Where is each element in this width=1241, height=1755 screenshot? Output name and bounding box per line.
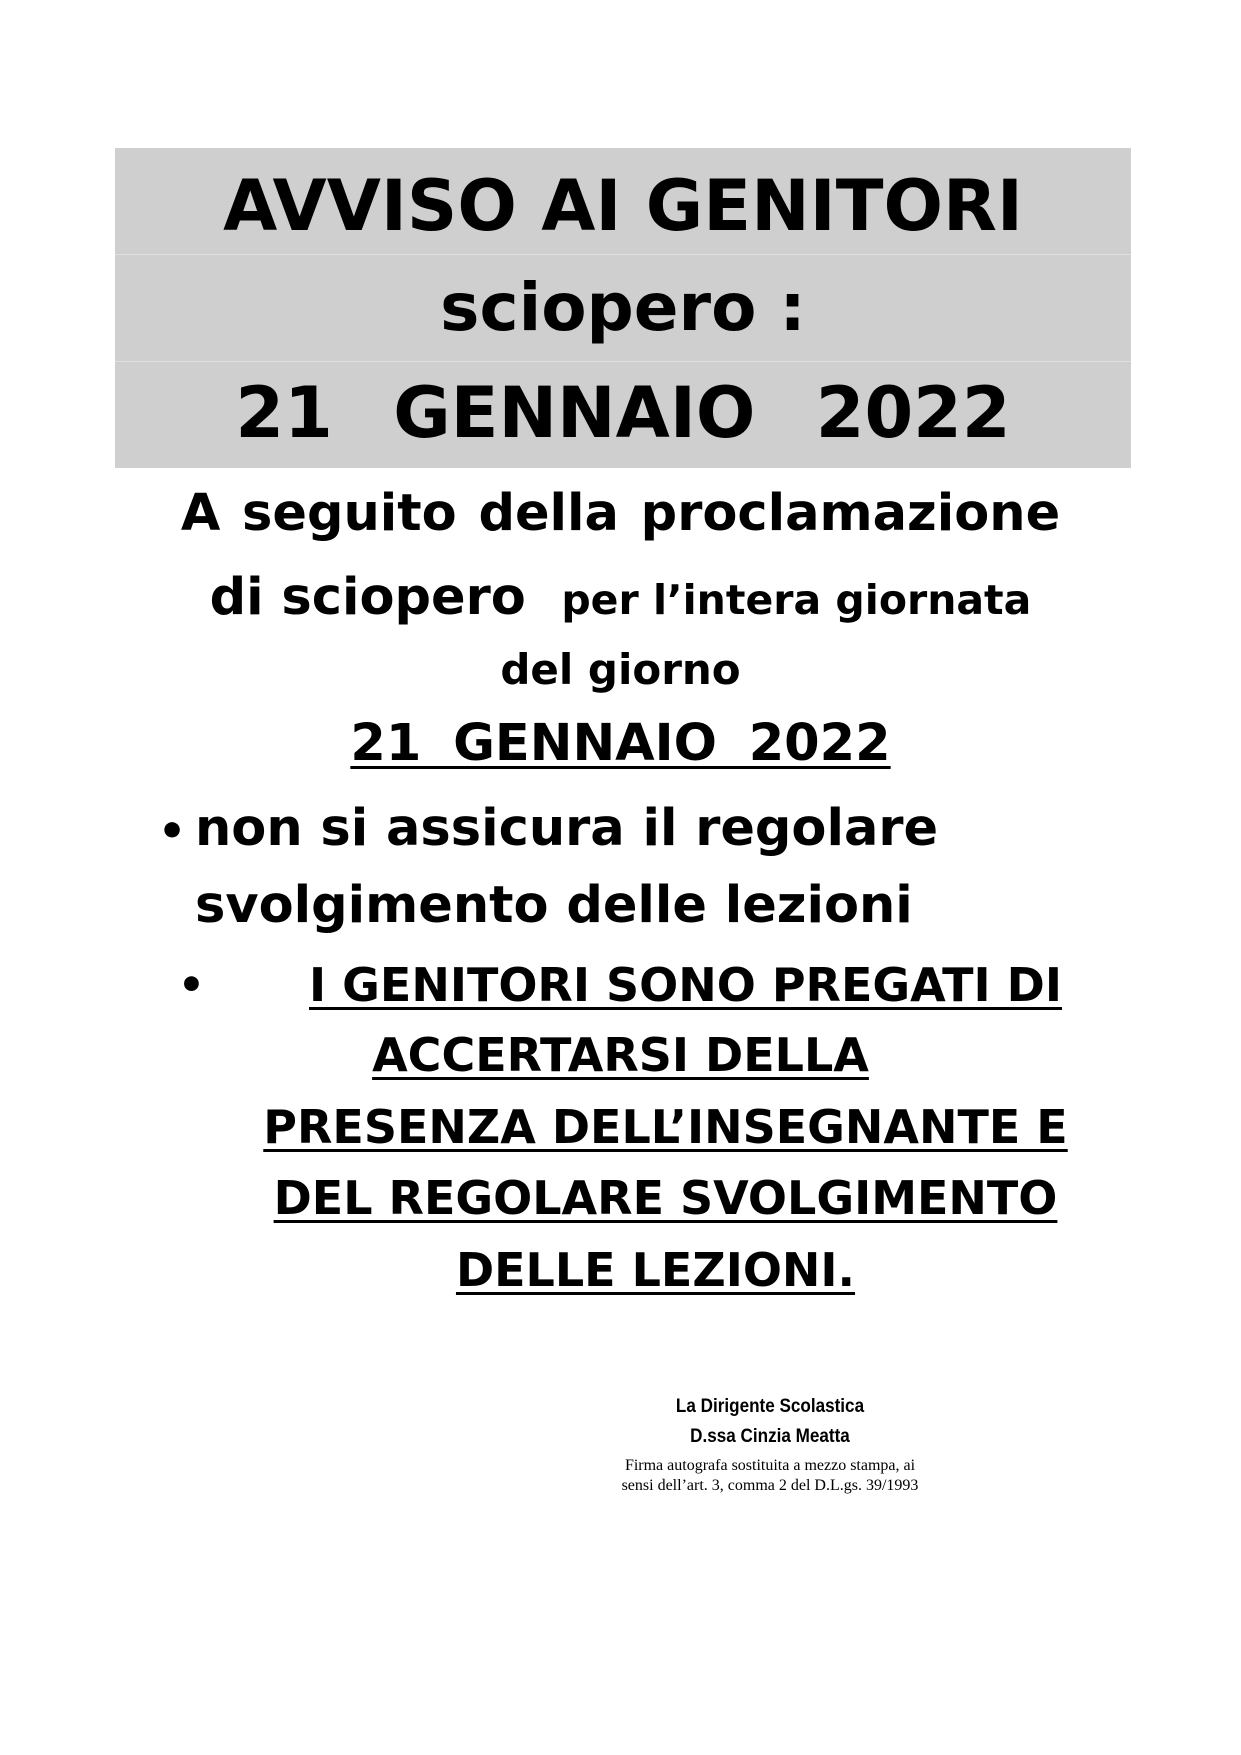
body-line-2-part-2: per l’intera giornata <box>561 576 1032 624</box>
header-divider <box>115 254 1131 255</box>
notice-title: AVVISO AI GENITORI <box>223 165 1023 247</box>
bullet-1-line-1: non si assicura il regolare <box>195 799 939 858</box>
bullet-2-line-2: ACCERTARSI DELLA <box>372 1028 869 1082</box>
body-line-1: A seguito della proclamazione <box>180 484 1061 543</box>
bullet-2-line-5: DELLE LEZIONI. <box>455 1243 856 1297</box>
header-box <box>115 148 1131 468</box>
header-divider <box>115 361 1131 362</box>
signature-note-line-1: Firma autografa sostituita a mezzo stampa, ai <box>624 1457 916 1474</box>
signature-note-line-2: sensi dell’art. 3, comma 2 del D.L.gs. 39/1993 <box>621 1477 919 1494</box>
body-line-2 <box>0 566 1241 632</box>
bullet-2-line-3: PRESENZA DELL’INSEGNANTE E <box>263 1100 1068 1154</box>
body-date: 21 GENNAIO 2022 <box>350 714 891 773</box>
bullet-icon: • <box>178 960 205 1009</box>
signature-name: D.ssa Cinzia Meatta <box>690 1426 850 1447</box>
bullet-2-line-1: I GENITORI SONO PREGATI DI <box>309 958 1062 1012</box>
bullet-2-line-4: DEL REGOLARE SVOLGIMENTO <box>273 1171 1058 1225</box>
signature-role: La Dirigente Scolastica <box>675 1396 865 1417</box>
bullet-1-line-2: svolgimento delle lezioni <box>195 876 913 935</box>
body-line-2-part-1: di sciopero <box>209 568 526 627</box>
notice-date: 21 GENNAIO 2022 <box>235 372 1011 454</box>
bullet-icon: • <box>158 806 187 857</box>
notice-subtitle: sciopero : <box>440 269 806 346</box>
body-line-3: del giorno <box>500 645 741 694</box>
